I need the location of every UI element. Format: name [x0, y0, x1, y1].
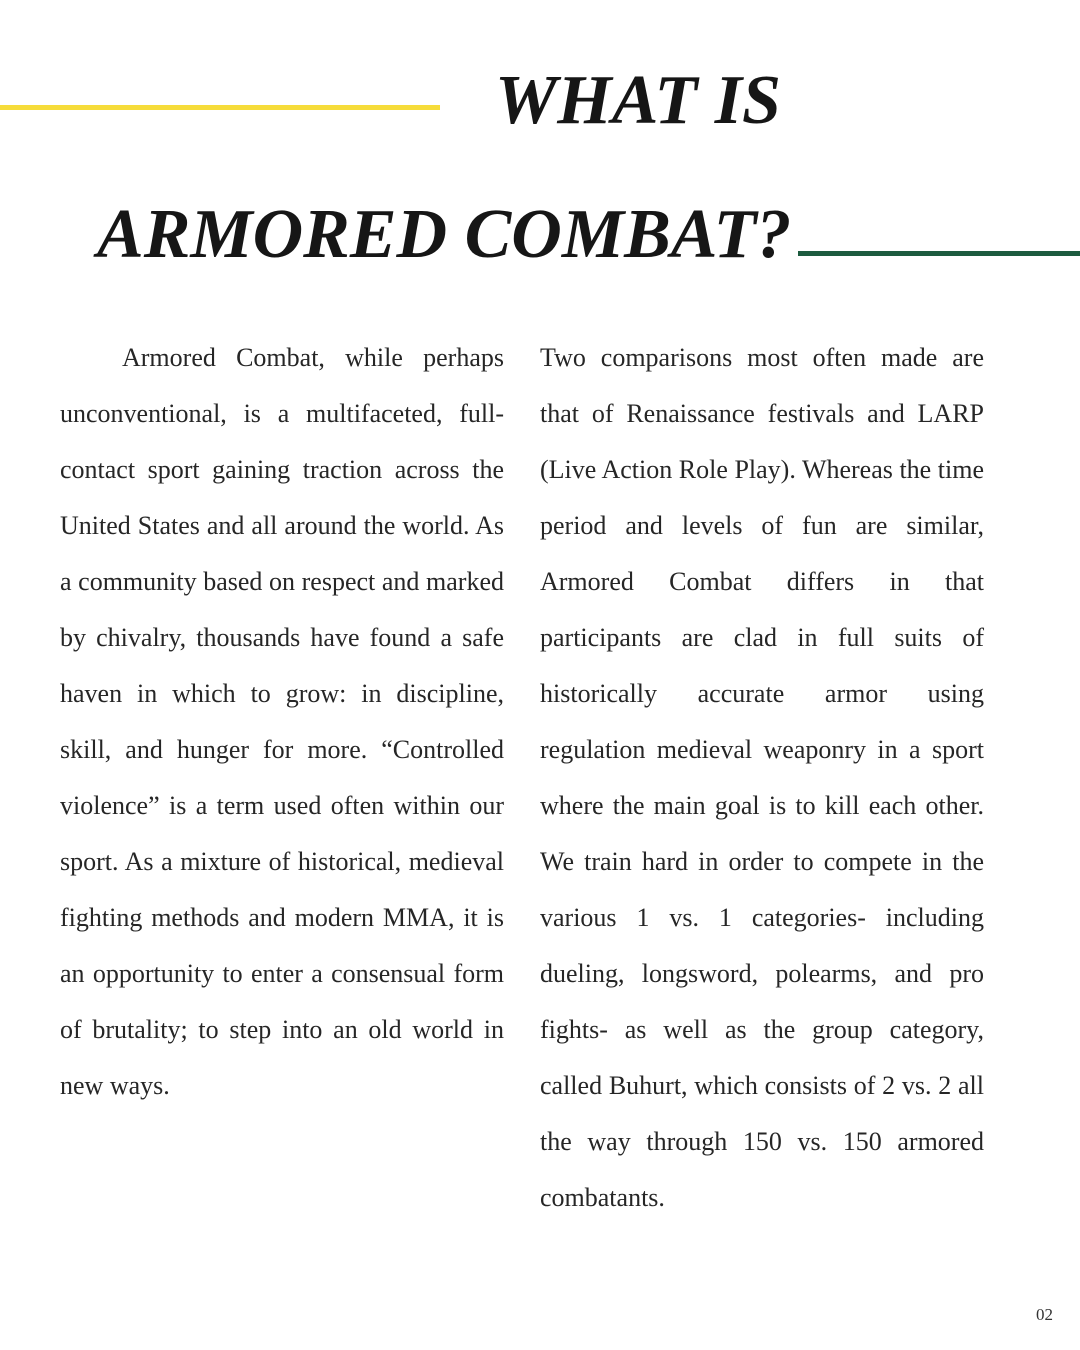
yellow-accent-rule [0, 105, 440, 110]
body-paragraph-right: Two comparisons most often made are that of Renaissance festivals and LARP (Live Action Role Play). Whereas the time period and levels of fun are similar, Armored Combat differs in that participants are clad in full suits of historically accurate armor using regulation medieval weaponry in a sport where the main goal is to kill each other. We train hard in order to compete in the various 1 vs. 1 categories- including dueling, longsword, polearms, and pro fights- as well as the group category, called Buhurt, which consists of 2 vs. 2 all the way through 150 vs. 150 armored combatants. [540, 343, 984, 1212]
page-number: 02 [1036, 1305, 1053, 1324]
body-paragraph-left: Armored Combat, while perhaps unconventional, is a multifaceted, full-contact sport gaining traction across the United States and all around the world. As a community based on respect and marked by chivalry, thousands have found a safe haven in which to grow: in discipline, skill, and hunger for more. “Controlled violence” is a term used often within our sport. As a mixture of historical, medieval fighting methods and modern MMA, it is an opportunity to enter a consensual form of brutality; to step into an old world in new ways. [60, 343, 504, 1100]
page-title-line-2: ARMORED COMBAT? [97, 196, 792, 273]
green-accent-rule [798, 251, 1080, 256]
page-title-line-1: WHAT IS [495, 62, 781, 139]
